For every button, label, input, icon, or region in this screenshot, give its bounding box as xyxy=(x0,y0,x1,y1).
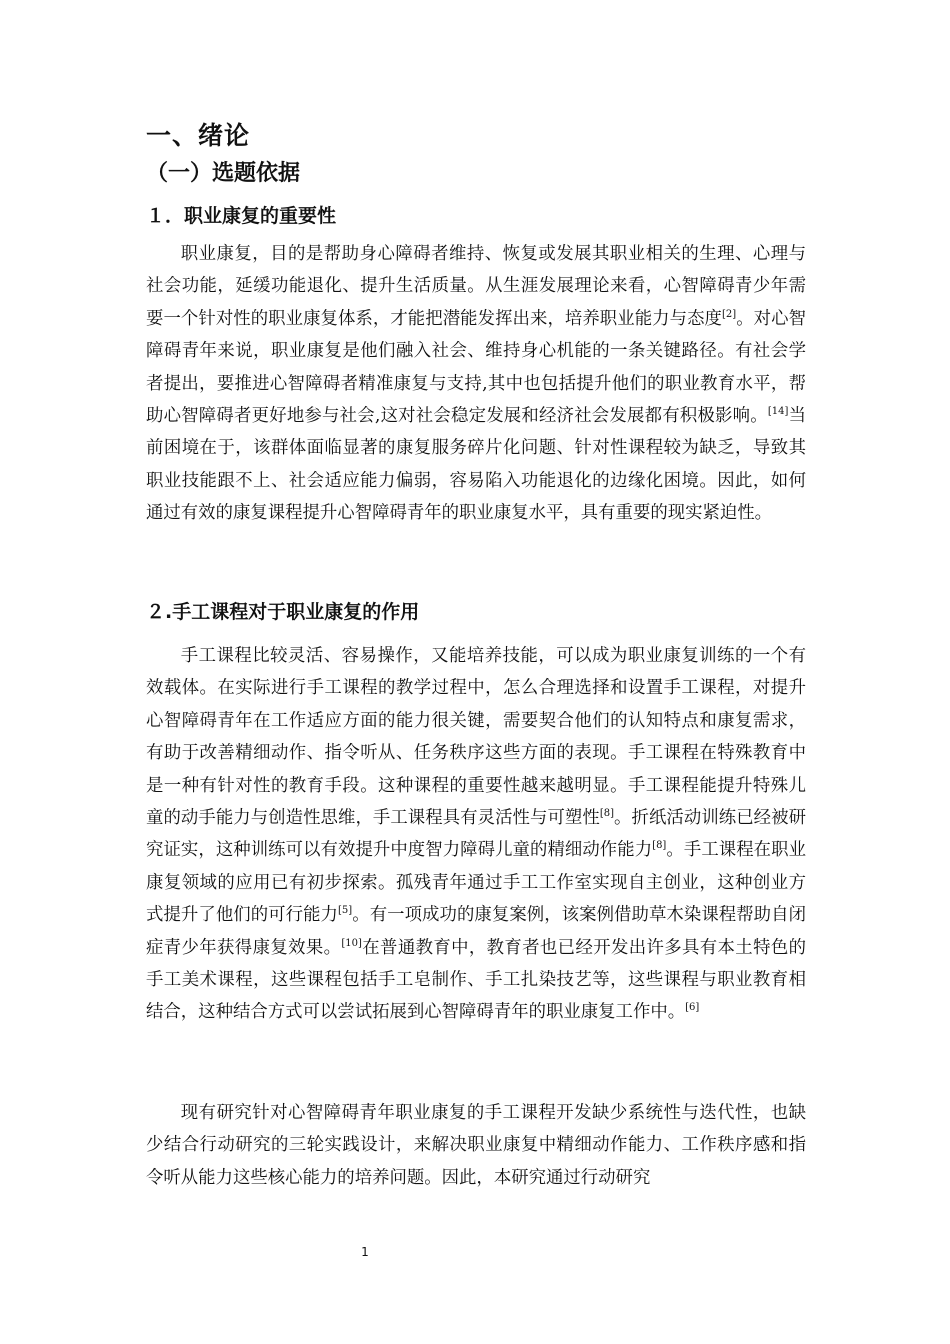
citation: [5] xyxy=(338,905,353,917)
subsection-heading-1: １．职业康复的重要性 xyxy=(146,205,337,227)
citation: [8] xyxy=(599,808,614,820)
section-heading: （一）选题依据 xyxy=(146,161,301,186)
page-number: 1 xyxy=(361,1245,369,1259)
citation: [10] xyxy=(341,937,362,949)
text: 。手工课程在职业康复领域的应用已有初步探索。孤残青年通过手工工作室实现自主创业，这种创业方式提升了他们的可行能力 xyxy=(146,840,806,926)
citation: [6] xyxy=(685,1002,700,1014)
paragraph-2 xyxy=(146,640,806,1029)
text: 。对心智障碍青年来说，职业康复是他们融入社会、维持身心机能的一条关键路径。有社会学者提出，要推进心智障碍者精准康复与支持,其中也包括提升他们的职业教育水平，帮助心智障碍者更好地参与社会,这对社会稳定发展和经济社会发展都有积极影响。 xyxy=(146,308,806,427)
citation: [2] xyxy=(721,309,737,321)
citation: [14] xyxy=(767,406,789,418)
subsection-heading-2: ２.手工课程对于职业康复的作用 xyxy=(146,601,420,623)
text: 职业康复，目的是帮助身心障碍者维持、恢复或发展其职业相关的生理、心理与社会功能，延缓功能退化、提升生活质量。从生涯发展理论来看，心智障碍青少年需要一个针对性的职业康复体系，才能把潜能发挥出来，培养职业能力与态度 xyxy=(146,244,806,329)
text: 现有研究针对心智障碍青年职业康复的手工课程开发缺少系统性与迭代性，也缺少结合行动研究的三轮实践设计，来解决职业康复中精细动作能力、工作秩序感和指令听从能力这些核心能力的培养问题。因此，本研究通过行动研究 xyxy=(146,1103,806,1188)
text: 手工课程比较灵活、容易操作，又能培养技能，可以成为职业康复训练的一个有效载体。在实际进行手工课程的教学过程中，怎么合理选择和设置手工课程，对提升心智障碍青年在工作适应方面的能力很关键，需要契合他们的认知特点和康复需求，有助于改善精细动作、指令听从、任务秩序这些方面的表现。手工课程在特殊教育中是一种有针对性的教育手段。这种课程的重要性越来越明显。手工课程能提升特殊儿童的动手能力与创造性思维，手工课程具有灵活性与可塑性 xyxy=(146,646,806,829)
chapter-heading: 一、绪论 xyxy=(146,121,251,150)
citation: [8] xyxy=(652,840,667,852)
text: 当前困境在于，该群体面临显著的康复服务碎片化问题、针对性课程较为缺乏，导致其职业技能跟不上、社会适应能力偏弱，容易陷入功能退化的边缘化困境。因此，如何通过有效的康复课程提升心智障碍青年的职业康复水平，具有重要的现实紧迫性。 xyxy=(146,406,806,524)
text: 。折纸活动训练已经被研究证实，这种训练可以有效提升中度智力障碍儿童的精细动作能力 xyxy=(146,808,806,861)
text: 在普通教育中，教育者也已经开发出许多具有本土特色的手工美术课程，这些课程包括手工皂制作、手工扎染技艺等，这些课程与职业教育相结合，这种结合方式可以尝试拓展到心智障碍青年的职业康复工作中。 xyxy=(146,937,806,1023)
paragraph-3 xyxy=(146,1097,806,1194)
text: 。有一项成功的康复案例，该案例借助草木染课程帮助自闭症青少年获得康复效果。 xyxy=(146,905,806,958)
paragraph-1 xyxy=(146,238,806,530)
